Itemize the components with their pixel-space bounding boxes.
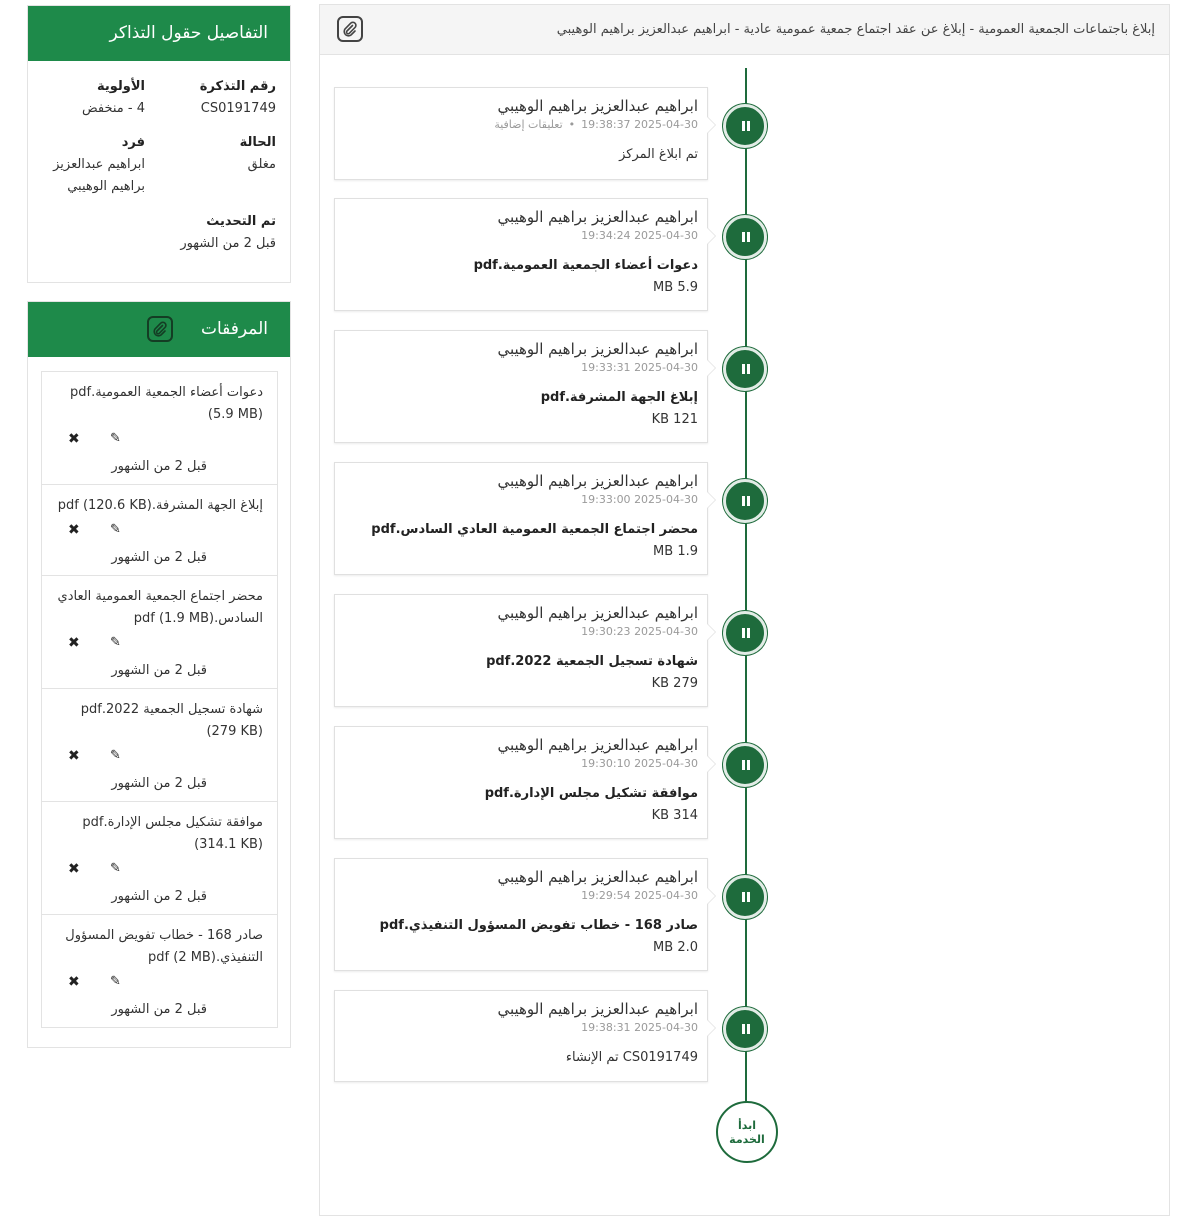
pencil-icon[interactable]: ✎ (110, 861, 121, 876)
individual-value: ابراهيم عبدالعزيز براهيم الوهيبي (53, 157, 145, 194)
card-file-link[interactable]: شهادة تسجيل الجمعية 2022.pdf (486, 654, 698, 669)
attachment-time: قبل 2 من الشهور (111, 663, 207, 678)
ticket-number-field (166, 76, 276, 120)
card-author: ابراهيم عبدالعزيز براهيم الوهيبي (497, 868, 698, 886)
status-label: الحالة (239, 135, 276, 150)
timeline-card (334, 726, 708, 839)
start-label: ابدأ (737, 1119, 757, 1132)
ticket-number-value: CS0191749 (200, 101, 276, 116)
paperclip-icon[interactable] (147, 316, 173, 342)
attachment-name[interactable]: صادر 168 - خطاب تفويض المسؤول التنفيذي.pdf (2 MB) (65, 928, 263, 965)
card-datetime: 2025-04-30 19:30:10 (581, 757, 698, 770)
attachment-actions (56, 634, 263, 656)
attachments-header (28, 302, 290, 357)
attachment-item (42, 802, 277, 915)
pause-icon (742, 121, 751, 131)
card-author: ابراهيم عبدالعزيز براهيم الوهيبي (497, 736, 698, 754)
pause-icon (742, 628, 751, 638)
attachment-item (42, 689, 277, 802)
attachment-item (42, 915, 277, 1027)
pencil-icon[interactable]: ✎ (110, 431, 121, 446)
pencil-icon[interactable]: ✎ (110, 974, 121, 989)
attachment-time: قبل 2 من الشهور (111, 889, 207, 904)
card-author: ابراهيم عبدالعزيز براهيم الوهيبي (497, 208, 698, 226)
timeline-node (723, 215, 767, 259)
timeline-card (334, 594, 708, 707)
pause-icon (742, 232, 751, 242)
attachment-name[interactable]: إبلاغ الجهة المشرفة.pdf (120.6 KB) (57, 498, 263, 513)
card-datetime: 2025-04-30 19:34:24 (581, 229, 698, 242)
card-file-link[interactable]: موافقة تشكيل مجلس الإدارة.pdf (484, 786, 698, 801)
details-header (28, 6, 290, 61)
card-meta: 2025-04-30 19:38:37•تعليقات إضافية (494, 118, 698, 131)
updated-field (166, 211, 276, 255)
card-author: ابراهيم عبدالعزيز براهيم الوهيبي (497, 97, 698, 115)
card-extra: تعليقات إضافية (494, 118, 563, 131)
priority-field (35, 76, 145, 120)
pencil-icon[interactable]: ✎ (110, 748, 121, 763)
attachments-title: المرفقات (200, 319, 268, 339)
card-file-size: 121 KB (651, 412, 698, 427)
card-file-link[interactable]: إبلاغ الجهة المشرفة.pdf (540, 390, 698, 405)
attachment-actions (56, 430, 263, 452)
ticket-details-panel (27, 5, 291, 283)
timeline-node (723, 1007, 767, 1051)
timeline-card (334, 858, 708, 971)
pencil-icon[interactable]: ✎ (110, 522, 121, 537)
pause-icon (742, 1024, 751, 1034)
card-datetime: 2025-04-30 19:38:37 (581, 118, 698, 131)
timeline-node (723, 479, 767, 523)
timeline-node (723, 347, 767, 391)
card-datetime: 2025-04-30 19:33:00 (581, 493, 698, 506)
individual-field (35, 132, 145, 198)
attachment-name[interactable]: دعوات أعضاء الجمعية العمومية.pdf (5.9 MB) (69, 385, 263, 422)
card-author: ابراهيم عبدالعزيز براهيم الوهيبي (497, 340, 698, 358)
timeline-card (334, 990, 708, 1082)
card-datetime: 2025-04-30 19:29:54 (581, 889, 698, 902)
attachment-name[interactable]: محضر اجتماع الجمعية العمومية العادي السادس.pdf (1.9 MB) (57, 589, 263, 626)
delete-icon[interactable]: ✖ (68, 635, 80, 651)
attachment-item (42, 576, 277, 689)
timeline-node (723, 743, 767, 787)
timeline-card (334, 198, 708, 311)
card-datetime: 2025-04-30 19:30:23 (581, 625, 698, 638)
attachment-name[interactable]: شهادة تسجيل الجمعية 2022.pdf (279 KB) (80, 702, 263, 739)
attachment-actions (56, 747, 263, 769)
pause-icon (742, 760, 751, 770)
card-datetime: 2025-04-30 19:38:31 (581, 1021, 698, 1034)
card-datetime: 2025-04-30 19:33:31 (581, 361, 698, 374)
updated-value: قبل 2 من الشهور (180, 236, 276, 251)
attachments-panel (27, 301, 291, 1048)
priority-value: 4 - منخفض (81, 101, 145, 116)
card-author: ابراهيم عبدالعزيز براهيم الوهيبي (497, 604, 698, 622)
attachment-actions (56, 860, 263, 882)
start-service-node (716, 1101, 778, 1163)
attachment-item (42, 372, 277, 485)
timeline-card (334, 87, 708, 180)
ticket-number-label: رقم التذكرة (199, 79, 276, 94)
pause-icon (742, 496, 751, 506)
details-title: التفاصيل حقول التذاكر (109, 23, 268, 43)
individual-label: فرد (121, 135, 145, 150)
timeline-node (723, 875, 767, 919)
attachment-time: قبل 2 من الشهور (111, 459, 207, 474)
card-body: CS0191749 تم الإنشاء (565, 1050, 698, 1065)
attachment-item (42, 485, 277, 576)
pencil-icon[interactable]: ✎ (110, 635, 121, 650)
attachment-actions (56, 973, 263, 995)
ticket-title: إبلاغ باجتماعات الجمعية العمومية - إبلاغ عن عقد اجتماع جمعية عمومية عادية - ابراهيم عبدالعزيز براهيم الوهيبي (556, 22, 1155, 37)
card-author: ابراهيم عبدالعزيز براهيم الوهيبي (497, 1000, 698, 1018)
delete-icon[interactable]: ✖ (68, 431, 80, 447)
card-file-size: 5.9 MB (653, 280, 698, 295)
delete-icon[interactable]: ✖ (68, 861, 80, 877)
timeline-node (723, 104, 767, 148)
timeline-card (334, 330, 708, 443)
activity-panel (319, 4, 1170, 1216)
card-file-size: 1.9 MB (653, 544, 698, 559)
delete-icon[interactable]: ✖ (68, 974, 80, 990)
card-file-size: 2.0 MB (653, 940, 698, 955)
paperclip-icon[interactable] (337, 16, 363, 42)
status-value: مغلق (247, 157, 276, 172)
card-file-link[interactable]: صادر 168 - خطاب تفويض المسؤول التنفيذي.pdf (379, 918, 698, 933)
status-field (166, 132, 276, 176)
start-label: الخدمة (729, 1133, 765, 1146)
pause-icon (742, 892, 751, 902)
card-file-size: 279 KB (651, 676, 698, 691)
delete-icon[interactable]: ✖ (68, 522, 80, 538)
timeline-node (723, 611, 767, 655)
pause-icon (742, 364, 751, 374)
card-author: ابراهيم عبدالعزيز براهيم الوهيبي (497, 472, 698, 490)
delete-icon[interactable]: ✖ (68, 748, 80, 764)
card-body: تم ابلاغ المركز (619, 147, 698, 162)
timeline-card (334, 462, 708, 575)
attachment-time: قبل 2 من الشهور (111, 550, 207, 565)
attachments-list (41, 371, 278, 1028)
attachment-time: قبل 2 من الشهور (111, 776, 207, 791)
priority-label: الأولوية (96, 79, 145, 94)
updated-label: تم التحديث (206, 214, 276, 229)
attachment-time: قبل 2 من الشهور (111, 1002, 207, 1017)
attachment-name[interactable]: موافقة تشكيل مجلس الإدارة.pdf (314.1 KB) (82, 815, 263, 852)
card-file-size: 314 KB (651, 808, 698, 823)
attachment-actions (56, 521, 263, 543)
card-file-link[interactable]: دعوات أعضاء الجمعية العمومية.pdf (473, 258, 698, 273)
card-file-link[interactable]: محضر اجتماع الجمعية العمومية العادي السادس.pdf (371, 522, 698, 537)
activity-header (320, 5, 1169, 55)
